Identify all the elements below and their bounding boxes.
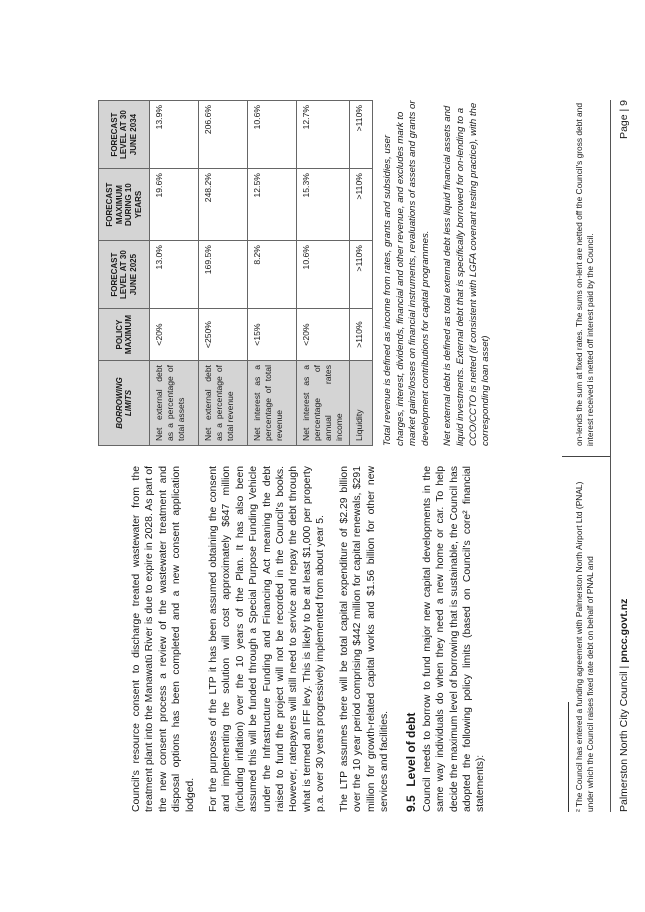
- paragraph-debt: Council needs to borrow to fund major new capital developments in the same way individuals do when they need a new home or car. To help decide the maximum level of borrowing that is sustainable, the Council has adopted the following policy limits (based on Council's core² financial statements):: [421, 466, 487, 812]
- table-row: [297, 101, 350, 446]
- note-net-external-debt: Net external debt is defined as total external debt less liquid financial assets and liquid investments. External debt that is specifically borrowed for on-lending to a CCO/CCTO is netted (if consistent with LGFA covenant testing practice), with the corresponding loan asset): [442, 102, 492, 446]
- forecast-max-cell: 12.5%: [248, 169, 297, 241]
- header-forecast-2034: FORECAST LEVEL AT 30 JUNE 2034: [99, 101, 150, 169]
- footer-divider: [610, 100, 611, 812]
- row-label: Liquidity: [350, 361, 373, 446]
- paragraph-funding: For the purposes of the LTP it has been assumed obtaining the consent and implementing the solution will cost approximately $647 million (including inflation) over the 10 years of the Plan. It has also been assumed this will be funded through a Special Purpose Funding Vehicle under the Infrastructure Funding and Financing Act meaning the debt raised to fund the project will not be recorded in the Council's books. However, ratepayers will still need to service and repay the debt through what is termed an IFF levy. This is likely to be at least $1,000 per property p.a. over 30 years progressively implemented from about year 5.: [208, 466, 327, 812]
- table-row: [199, 101, 248, 446]
- policy-cell: <20%: [297, 309, 350, 361]
- forecast-2025-cell: 8.2%: [248, 241, 297, 309]
- table-row: [248, 101, 297, 446]
- forecast-max-cell: 248.2%: [199, 169, 248, 241]
- header-forecast-2025: FORECAST LEVEL AT 30 JUNE 2025: [99, 241, 150, 309]
- forecast-2025-cell: 10.6%: [297, 241, 350, 309]
- header-forecast-max: FORECAST MAXIMUM DURING 10 YEARS: [99, 169, 150, 241]
- table-row: [350, 101, 373, 446]
- forecast-2025-cell: 169.5%: [199, 241, 248, 309]
- header-policy-maximum: POLICY MAXIMUM: [99, 309, 150, 361]
- forecast-2034-cell: 12.7%: [297, 101, 350, 169]
- forecast-max-cell: 15.3%: [297, 169, 350, 241]
- definitions-notes: [382, 100, 503, 446]
- paragraph-capex: The LTP assumes there will be total capital expenditure of $2.29 billion over the 10 year period comprising $442 million for capital renewals, $291 million for growth-related capital works and $1.56 billion for other new services and facilities.: [338, 466, 390, 812]
- forecast-2034-cell: 10.6%: [248, 101, 297, 169]
- header-borrowing-limits: BORROWING LIMITS: [99, 361, 150, 446]
- forecast-2025-cell: >110%: [350, 241, 373, 309]
- forecast-2034-cell: >110%: [350, 101, 373, 169]
- borrowing-limits-table: [98, 100, 373, 446]
- row-label: Net external debt as a percentage of total revenue: [199, 361, 248, 446]
- footer-org: Palmerston North City Council: [618, 671, 630, 812]
- page-number: Page | 9: [618, 100, 630, 139]
- forecast-2034-cell: 13.9%: [150, 101, 199, 169]
- row-label: Net external debt as a percentage of total assets: [150, 361, 199, 446]
- section-title: Level of debt: [404, 712, 419, 787]
- row-label: Net interest as a percentage of annual rates income: [297, 361, 350, 446]
- footnote-right: on-lends the sum at fixed rates. The sums on-lent are netted off the Council's gross debt and interest received is netted off interest paid by the Council.: [574, 103, 595, 446]
- policy-cell: >110%: [350, 309, 373, 361]
- note-total-revenue: Total revenue is defined as income from rates, grants and subsidies, user charges, interest, dividends, financial and other revenue, and excludes mark to market gains/losses on financial instruments, revaluations of assets and grants or development contributions for capital programmes.: [382, 100, 431, 446]
- forecast-2034-cell: 206.6%: [199, 101, 248, 169]
- left-column: [130, 466, 498, 812]
- column-divider: [562, 456, 610, 457]
- forecast-2025-cell: 13.0%: [150, 241, 199, 309]
- row-label: Net interest as a percentage of total revenue: [248, 361, 297, 446]
- policy-cell: <250%: [199, 309, 248, 361]
- section-number: 9.5: [404, 795, 419, 812]
- forecast-max-cell: 19.6%: [150, 169, 199, 241]
- footnote-divider: [568, 702, 569, 812]
- footer: [618, 599, 630, 812]
- paragraph-consent: Council's resource consent to discharge treated wastewater from the treatment plant into the Manawatū River is due to expire in 2028. As part of the new consent process a review of the wastewater treatment and disposal options has been completed and a new consent application lodged.: [131, 466, 196, 812]
- footer-separator: |: [618, 662, 630, 672]
- table-row: [150, 101, 199, 446]
- footer-website-link[interactable]: pncc.govt.nz: [618, 598, 630, 663]
- policy-cell: <20%: [150, 309, 199, 361]
- footnote-left: ² The Council has entered a funding agreement with Palmerston North Airport Ltd (PNAL) under which the Council raises fixed rate debt on behalf of PNAL and: [574, 481, 595, 812]
- forecast-max-cell: >110%: [350, 169, 373, 241]
- section-heading: [405, 466, 418, 812]
- table-header-row: [99, 101, 150, 446]
- policy-cell: <15%: [248, 309, 297, 361]
